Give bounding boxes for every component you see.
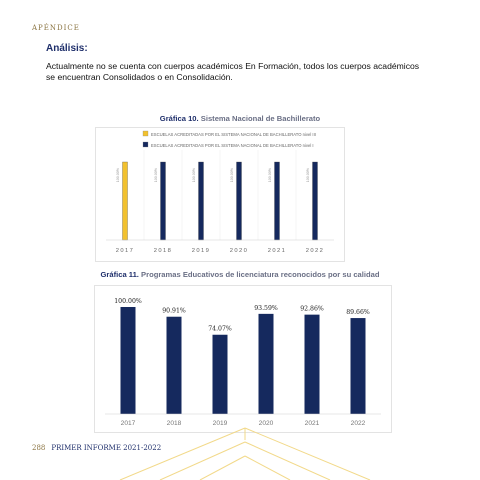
page-number: 288 [32,444,46,452]
legend-label: ESCUELAS ACREDITADAS POR EL SISTEMA NACIONAL DE BACHILLERATO nivel III [151,132,316,137]
data-label: 100.00% [268,168,272,183]
chart1-title-number: Gráfica 10. [159,114,199,123]
section-label: APÉNDICE [32,24,80,32]
tick-label: 2022 [350,420,366,427]
analysis-heading: Análisis: [46,43,88,54]
tick-label: 2019 [212,420,228,427]
tick-label: 2019 [191,248,211,254]
data-label: 100.00% [114,298,142,305]
data-label: 89.66% [346,309,370,317]
tick-label: 2017 [120,420,136,427]
tick-label: 2020 [229,248,249,254]
data-label: 100.00% [116,168,120,183]
data-label: 100.00% [306,168,310,183]
deco-line [245,428,370,480]
legend-label: ESCUELAS ACREDITADAS POR EL SISTEMA NACIONAL DE BACHILLERATO nivel I [151,143,314,148]
data-label: 74.07% [208,325,232,333]
tick-label: 2021 [267,248,287,254]
data-label: 100.00% [154,168,158,183]
footer-text: PRIMER INFORME 2021-2022 [51,444,162,452]
data-label: 92.86% [300,305,324,313]
data-label: 100.00% [192,168,196,183]
data-label: 90.91% [162,307,186,315]
analysis-body: Actualmente no se cuenta con cuerpos académicos En Formación, todos los cuerpos académicos se encuentran Consolidados o en Consolidación. [46,61,420,82]
deco-line [160,442,245,480]
deco-line [120,428,245,480]
data-label: 93.59% [254,304,278,312]
page-footer [32,444,161,452]
deco-line [245,442,330,480]
tick-label: 2018 [166,420,182,427]
data-label: 100.00% [230,168,234,183]
chart2-title-text: Programas Educativos de licenciatura reconocidos por su calidad [141,270,380,279]
tick-label: 2017 [115,248,135,254]
tick-label: 2020 [258,420,274,427]
chart2-title-number: Gráfica 11. [100,270,139,279]
tick-label: 2022 [305,248,325,254]
tick-label: 2021 [304,420,320,427]
tick-label: 2018 [153,248,173,254]
chart1-title-text: Sistema Nacional de Bachillerato [200,114,321,123]
